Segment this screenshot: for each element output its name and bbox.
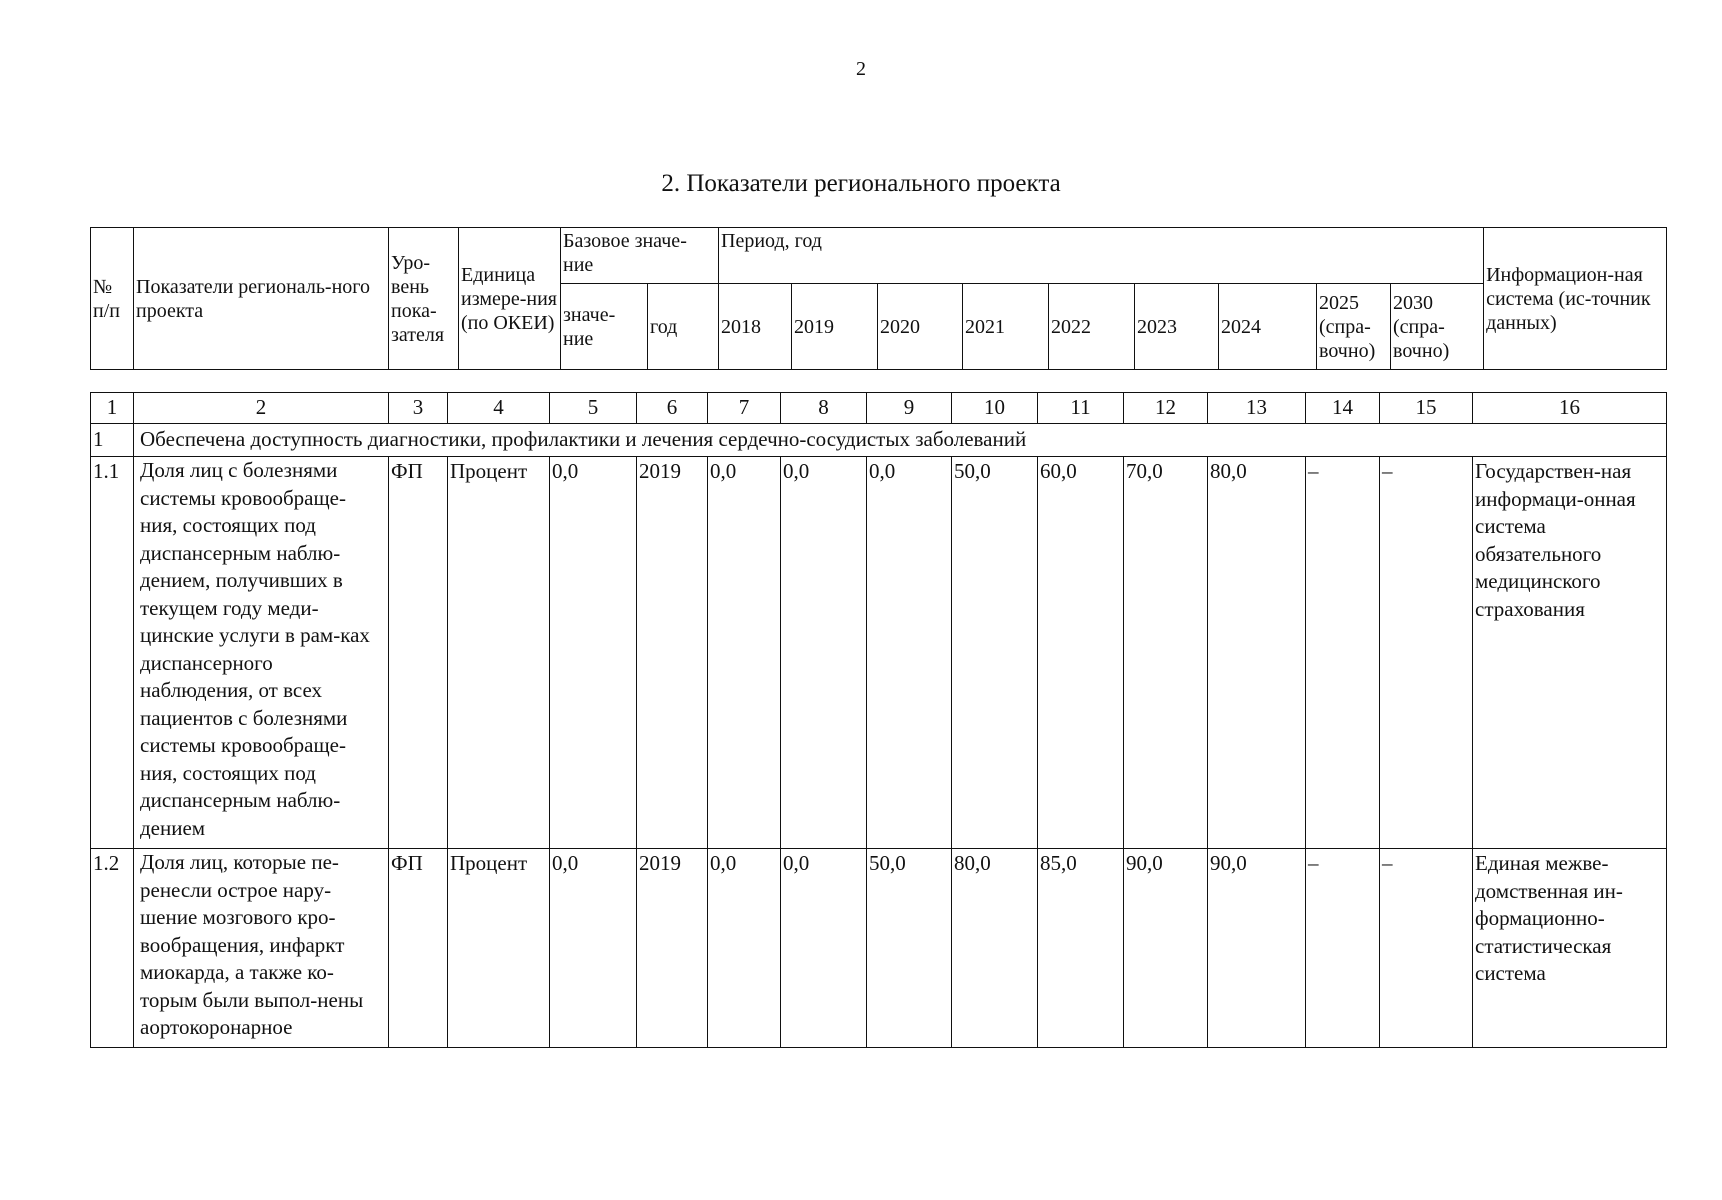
column-number: 1 <box>91 393 134 424</box>
header-year-2030: 2030 (спра-вочно) <box>1391 284 1484 370</box>
indicator-name: Доля лиц с болезнями системы кровообраще-ния, состоящих под диспансерным наблю-дением, получивших в текущем году меди-цинские услуги в рам-ках диспансерного наблюдения, от всех пациентов с болезнями системы кровообраще-ния, состоящих под диспансерным наблю-дением <box>134 457 389 849</box>
header-year-2023: 2023 <box>1135 284 1219 370</box>
column-number: 16 <box>1473 393 1667 424</box>
value-2019: 0,0 <box>781 457 867 849</box>
column-number: 8 <box>781 393 867 424</box>
header-base-value: значе-ние <box>561 284 648 370</box>
value-2019: 0,0 <box>781 849 867 1048</box>
table-row <box>91 849 1667 1048</box>
header-year-2018: 2018 <box>719 284 792 370</box>
row-number: 1.1 <box>91 457 134 849</box>
section-row <box>91 424 1667 457</box>
column-number: 13 <box>1208 393 1306 424</box>
header-indicator: Показатели региональ-ного проекта <box>134 228 389 370</box>
value-2030: – <box>1380 457 1473 849</box>
header-year-2025: 2025 (спра-вочно) <box>1317 284 1391 370</box>
header-period: Период, год <box>719 228 1484 284</box>
section-number: 1 <box>91 424 134 457</box>
section-title-cell: Обеспечена доступность диагностики, профилактики и лечения сердечно-сосудистых заболеваний <box>134 424 1667 457</box>
column-number: 3 <box>389 393 448 424</box>
row-number: 1.2 <box>91 849 134 1048</box>
header-level: Уро-вень пока-зателя <box>389 228 459 370</box>
header-unit: Единица измере-ния (по ОКЕИ) <box>459 228 561 370</box>
indicator-unit: Процент <box>448 849 550 1048</box>
value-2020: 50,0 <box>867 849 952 1048</box>
value-2025: – <box>1306 849 1380 1048</box>
header-info-system: Информацион-ная система (ис-точник данных) <box>1484 228 1667 370</box>
value-2021: 50,0 <box>952 457 1038 849</box>
header-year-2020: 2020 <box>878 284 963 370</box>
column-number: 10 <box>952 393 1038 424</box>
value-2023: 90,0 <box>1124 849 1208 1048</box>
value-2020: 0,0 <box>867 457 952 849</box>
header-base: Базовое значе-ние <box>561 228 719 284</box>
header-year-2021: 2021 <box>963 284 1049 370</box>
column-number: 9 <box>867 393 952 424</box>
indicator-level: ФП <box>389 849 448 1048</box>
table-row <box>91 457 1667 849</box>
value-2025: – <box>1306 457 1380 849</box>
indicator-level: ФП <box>389 457 448 849</box>
indicator-name: Доля лиц, которые пе-ренесли острое нару-шение мозгового кро-вообращения, инфаркт миокарда, а также ко-торым были выпол-нены аортокоронарное <box>134 849 389 1048</box>
header-base-year: год <box>648 284 719 370</box>
base-year: 2019 <box>637 849 708 1048</box>
page-number: 2 <box>856 58 866 80</box>
column-number-row <box>91 393 1667 424</box>
header-year-2022: 2022 <box>1049 284 1135 370</box>
header-no: № п/п <box>91 228 134 370</box>
column-number: 14 <box>1306 393 1380 424</box>
column-number: 2 <box>134 393 389 424</box>
column-number: 7 <box>708 393 781 424</box>
column-number: 5 <box>550 393 637 424</box>
value-2021: 80,0 <box>952 849 1038 1048</box>
indicators-body-table <box>90 392 1667 1048</box>
value-2024: 80,0 <box>1208 457 1306 849</box>
base-value: 0,0 <box>550 457 637 849</box>
indicators-header-table <box>90 227 1667 370</box>
column-number: 4 <box>448 393 550 424</box>
value-2024: 90,0 <box>1208 849 1306 1048</box>
value-2018: 0,0 <box>708 457 781 849</box>
column-number: 12 <box>1124 393 1208 424</box>
value-2030: – <box>1380 849 1473 1048</box>
header-year-2019: 2019 <box>792 284 878 370</box>
base-year: 2019 <box>637 457 708 849</box>
value-2022: 85,0 <box>1038 849 1124 1048</box>
base-value: 0,0 <box>550 849 637 1048</box>
indicator-unit: Процент <box>448 457 550 849</box>
value-2023: 70,0 <box>1124 457 1208 849</box>
section-title: 2. Показатели регионального проекта <box>661 170 1061 197</box>
info-system: Единая межве-домственная ин-формационно-статистическая система <box>1473 849 1667 1048</box>
value-2018: 0,0 <box>708 849 781 1048</box>
column-number: 6 <box>637 393 708 424</box>
column-number: 11 <box>1038 393 1124 424</box>
value-2022: 60,0 <box>1038 457 1124 849</box>
column-number: 15 <box>1380 393 1473 424</box>
info-system: Государствен-ная информаци-онная система обязательного медицинского страхования <box>1473 457 1667 849</box>
header-year-2024: 2024 <box>1219 284 1317 370</box>
